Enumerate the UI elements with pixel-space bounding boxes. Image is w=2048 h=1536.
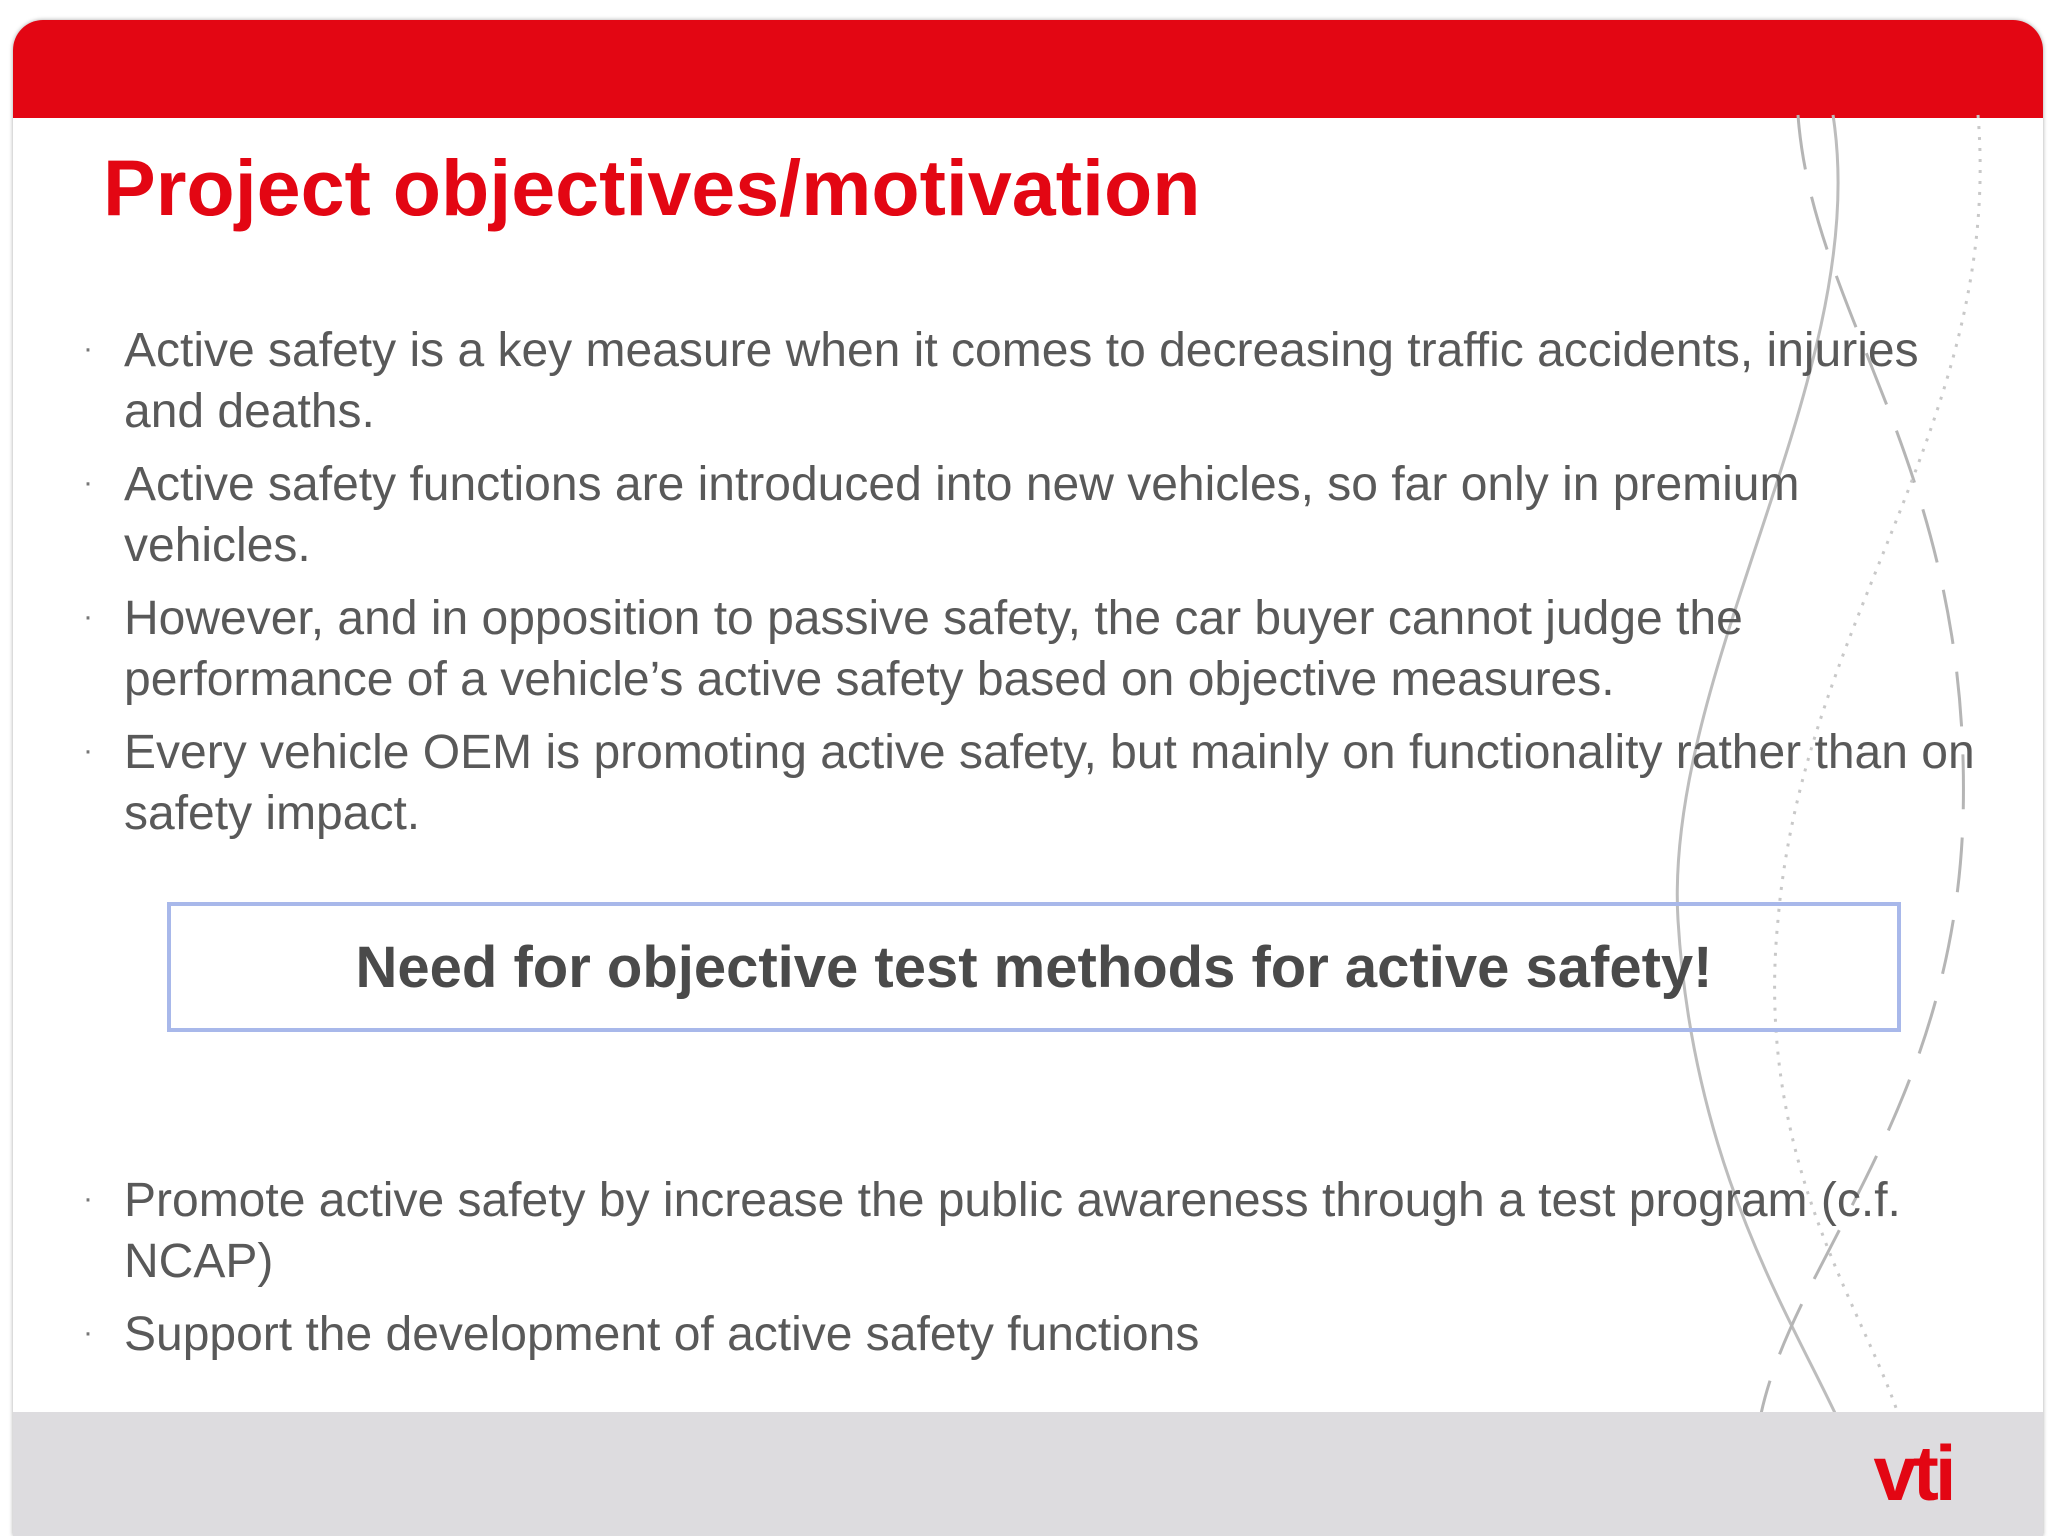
list-item: · Active safety is a key measure when it comes to decreasing traffic accidents, injuries and deaths. [83, 320, 1983, 442]
footer-bar [13, 1412, 2043, 1536]
page-title: Project objectives/motivation [103, 143, 1201, 232]
slide [13, 20, 2043, 1536]
callout-box [167, 902, 1901, 1032]
svg-text:vti: vti [1873, 1434, 1953, 1514]
list-item: · However, and in opposition to passive safety, the car buyer cannot judge the performance of a vehicle’s active safety based on objective measures. [83, 588, 1983, 710]
callout-text: Need for objective test methods for active safety! [355, 934, 1713, 1000]
list-item: · Support the development of active safety functions [83, 1304, 1983, 1365]
bullet-list-top [83, 320, 1983, 856]
list-item: · Promote active safety by increase the public awareness through a test program (c.f. NCAP) [83, 1170, 1983, 1292]
vti-logo [1853, 1434, 1973, 1514]
header-red-bar [13, 20, 2043, 118]
bullet-list-bottom [83, 1170, 1983, 1377]
list-item: · Every vehicle OEM is promoting active safety, but mainly on functionality rather than on safety impact. [83, 722, 1983, 844]
list-item: · Active safety functions are introduced into new vehicles, so far only in premium vehicles. [83, 454, 1983, 576]
